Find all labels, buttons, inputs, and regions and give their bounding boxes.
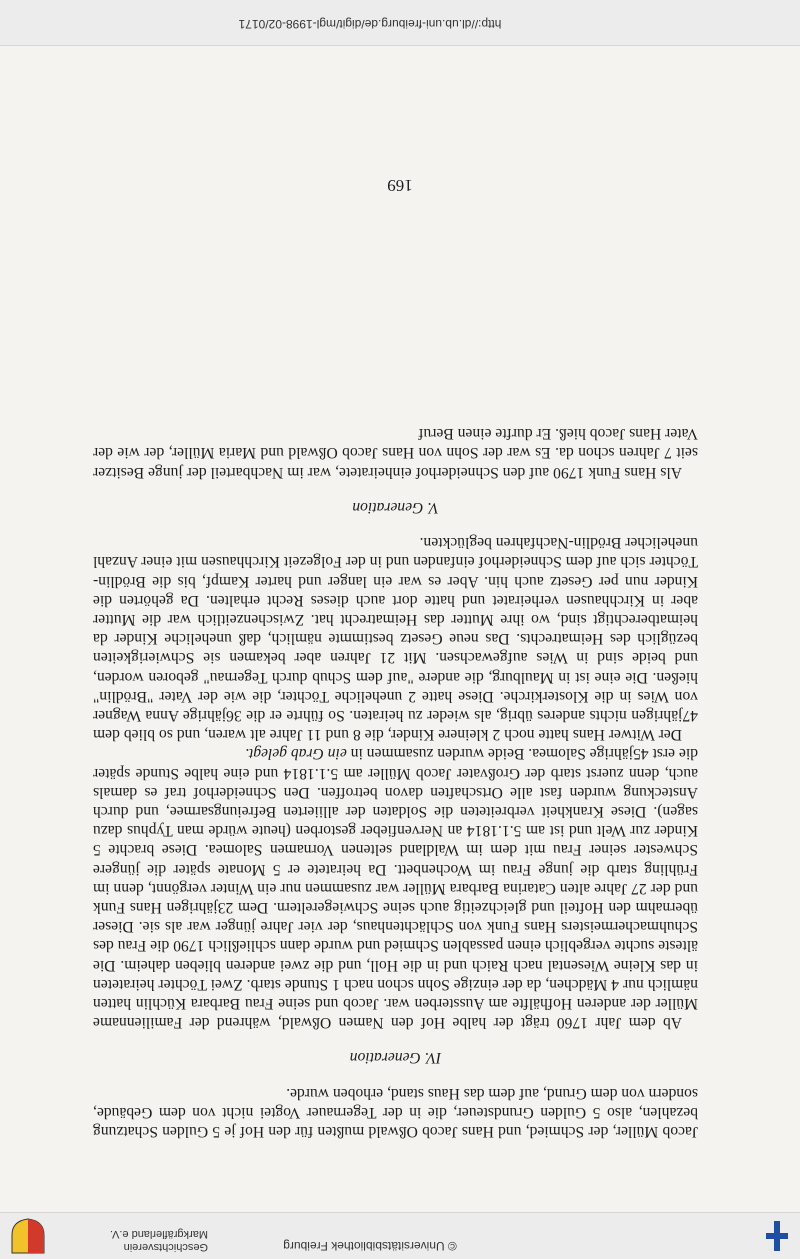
society-crest-icon [10,1217,46,1255]
paragraph-iv-2: Der Witwer Hans hatte noch 2 kleinere Kinder, die 8 und 11 Jahre alt waren, und so blieb dem 47jährigen nichts anderes übrig, als wieder zu heiraten. So führte er die 36jährige Anna Wagner von Wies in die Klosterkirche. Diese hatte 2 uneheliche Töchter, die wie der Vater "Brödlin" hießen. Die eine ist in Maulburg, die andere "auf dem Schub durch Tegernau" geboren worden, und beide sind in Wies aufgewachsen. Mit 21 Jahren aber bekamen sie Schwierigkeiten bezüglich des Heimatrechts. Das neue Gesetz bestimmte nämlich, daß uneheliche Kinder da heimatberechtigt sind, wo ihre Mutter das Heimatrecht hat. Zwischenzeitlich war die Mutter aber in Kirchhausen verheiratet und hatte dort auch dieses Recht erhalten. Da gehörten die Kinder nun per Gesetz auch hin. Aber es war ein langer und harter Kampf, bis die Brödlin-Töchter sich auf dem Schneiderhof einfanden und in der Folgezeit Kirchhausen mit einer Anzahl unehelicher Brödlin-Nachfahren beglückten. [93,534,698,744]
library-logo-icon [760,1219,794,1253]
library-credit: © Universitätsbibliothek Freiburg [283,1239,457,1253]
paragraph-v-1: Als Hans Funk 1790 auf den Schneiderhof einheiratete, war im Nachbarteil der junge Besitzer seit 7 Jahren schon da. Es war der Sohn von Hans Jacob Oßwald und Maria Müller, der wie der Vater Hans Jacob hieß. Er durfte einen Beruf [93,425,698,481]
society-name-line: Geschichtsverein [123,1241,208,1253]
heading-generation-iv: IV. Generation [349,1049,442,1067]
paragraph-iv-1 [93,744,698,1032]
society-region-line: Markgräflerland e.V. [109,1228,208,1240]
document-body [93,424,698,1141]
paragraph-intro: Jacob Müller, der Schmied, und Hans Jacob Oßwald mußten für den Hof je 5 Gulden Schatzung bezahlen, also 5 Gulden Grundsteuer, die in der Tegernauer Vogtei nicht von dem Gebäude, sondern von dem Grund, auf dem das Haus stand, erhoben wurde. [93,1084,698,1140]
heading-generation-v: V. Generation [352,498,439,516]
paragraph-iv-1-text: Ab dem Jahr 1760 trägt der halbe Hof den Namen Oßwald, während der Familienname Müller der anderen Hofhälfte am Aussterben war. Jacob und seine Frau Barbara Küchlin hatten nämlich nur 4 Mädchen, da der einzige Sohn schon nach 1 Stunde starb. Zwei Töchter heirateten in das Kleine Wiesental nach Raich und in die Holl, und die zwei anderen blieben daheim. Die älteste suchte vergeblich einen passablen Schmied und wurde dann schließlich 1790 die Frau des Schuhmachermeisters Hans Funk von Schlächtenhaus, der vier Jahre jünger war als sie. Dieser übernahm den Hofteil und gleichzeitig auch seine Schwiegereltern. Dem 23jährigen Hans Funk und der 27 Jahre alten Catarina Barbara Müller war zusammen nur ein Winter vergönnt, denn im Frühling starb die junge Frau im Wochenbett. Da heiratete er 5 Monate später die jüngere Schwester seiner Frau mit dem im Waldland seltenen Vornamen Salomea. Diese brachte 5 Kinder zur Welt und ist am 5.1.1814 an Nervenfieber gestorben (heute würde man Typhus dazu sagen). Diese Krankheit verbreiteten die Soldaten der alliierten Befreiungsarmee, und durch Ansteckung wurden fast alle Ortschaften davon betroffen. Den Schneiderhof traf es damals auch, denn zuerst starb der Großvater Jacob Müller am 5.1.1814 und eine halbe Stunde später die erst 45jährige Salomea. Beide wurden zusammen in [93,745,698,1032]
viewer-footer [0,0,800,46]
paragraph-iv-1-emphasis: ein Grab gelegt. [245,745,347,763]
url-bar[interactable]: http://dl.ub.uni-freiburg.de/digit/mgl-1998-02/0171 [238,17,502,31]
viewer-header [0,1212,800,1259]
page-number: 169 [387,176,413,195]
